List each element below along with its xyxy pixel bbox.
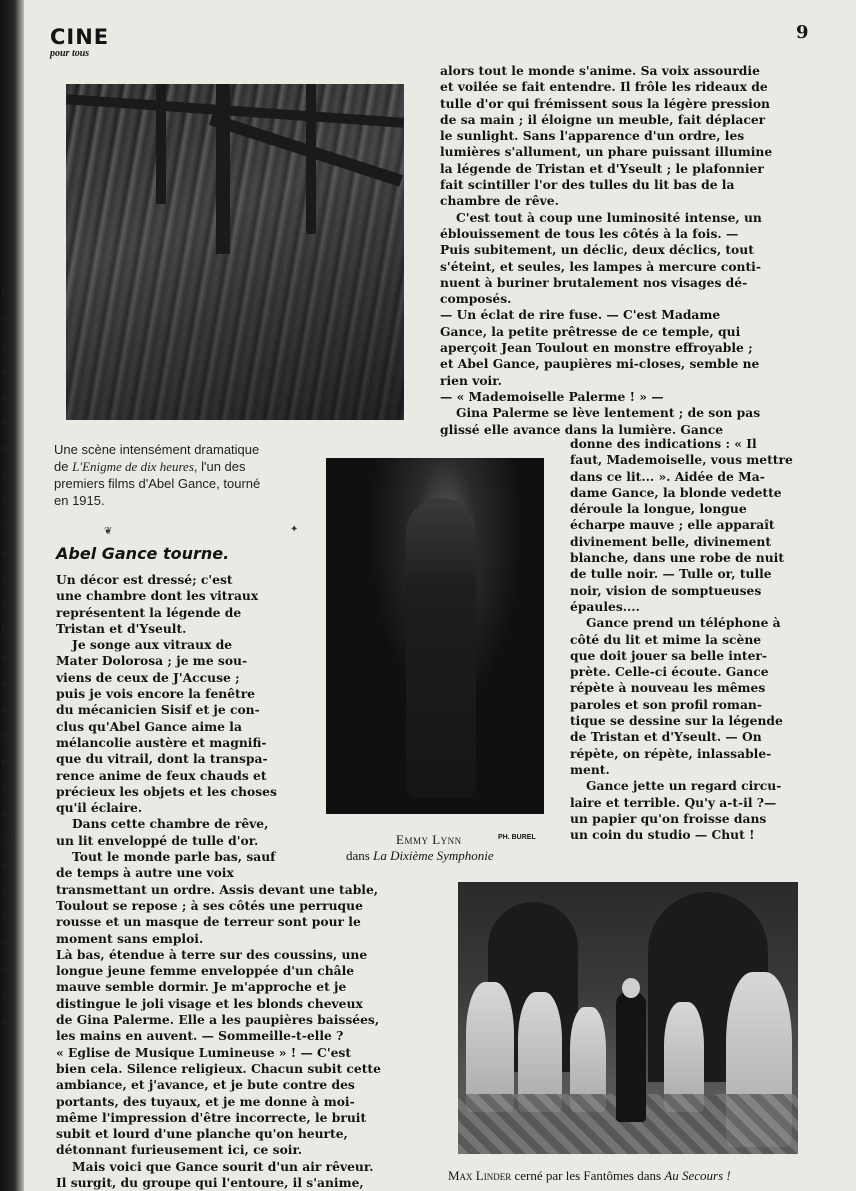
text-line: moment sans emploi.	[56, 930, 204, 946]
text-line: la légende de Tristan et d'Yseult ; le plafonnier	[440, 160, 764, 176]
text-line: dans ce lit... ». Aidée de Ma-	[570, 468, 765, 484]
photo-figure	[616, 992, 646, 1122]
text-line: Gance prend un téléphone à	[586, 615, 781, 631]
text-line: glissé elle avance dans la lumière. Gance	[440, 421, 724, 437]
adjacent-page-margin-text	[2, 280, 20, 1034]
page-number: 9	[796, 22, 809, 43]
text-line: rien voir.	[440, 372, 502, 388]
text-line: Un décor est dressé; c'est	[56, 572, 233, 587]
margin-fragment: n,	[2, 885, 11, 897]
text-line: de Gina Palerme. Elle a les paupières baissées,	[56, 1012, 380, 1028]
text-line: écharpe mauve ; elle apparaît	[570, 517, 775, 533]
text-line: — « Mademoiselle Palerme ! » —	[440, 388, 664, 404]
caption-text: Une scène intensément dramatique	[54, 442, 260, 457]
text-line: et Abel Gance, paupières mi-closes, semble ne	[440, 356, 760, 372]
text-line: répète, on répète, inlassable-	[570, 745, 772, 761]
text-line: Je songe aux vitraux de	[72, 637, 233, 653]
margin-fragment: le	[2, 911, 10, 923]
text-line: viens de ceux de J'Accuse ;	[56, 669, 240, 685]
caption-film-title: L'Enigme de dix heures	[72, 459, 194, 474]
text-line: même l'impression d'être incorrecte, le bruit	[56, 1109, 367, 1125]
text-line: épaules....	[570, 598, 640, 614]
text-line: précieux les objets et les choses	[56, 783, 277, 799]
article-column-right-top	[440, 63, 812, 438]
caption-photo-2-name: Emmy Lynn	[396, 832, 462, 847]
margin-fragment: ur	[2, 807, 12, 819]
caption-photo-1	[54, 441, 304, 509]
text-line: longue jeune femme enveloppée d'un châle	[56, 963, 355, 979]
text-line: distingue le joli visage et les blonds cheveux	[56, 995, 363, 1011]
text-line: — Un éclat de rire fuse. — C'est Madame	[440, 307, 721, 323]
article-heading: Abel Gance tourne.	[56, 544, 230, 563]
margin-fragment: n.	[2, 729, 11, 741]
text-line: noir, vision de somptueuses	[570, 582, 762, 598]
caption-text: dans	[346, 848, 374, 863]
text-line: un lit enveloppé de tulle d'or.	[56, 832, 259, 848]
margin-fragment: li	[2, 625, 9, 637]
photo-detail	[216, 84, 230, 254]
text-line: Gina Palerme se lève lentement ; de son pas	[456, 405, 761, 421]
caption-text: de	[54, 459, 73, 474]
margin-fragment: a	[2, 573, 7, 585]
text-line: de sa main ; il éloigne un meuble, fait déplacer	[440, 111, 766, 127]
text-line: mauve semble dormir. Je m'approche et je	[56, 979, 347, 995]
text-line: Dans cette chambre de rêve,	[72, 816, 269, 832]
text-line: Gance jette un regard circu-	[586, 778, 782, 794]
text-line: Là bas, étendue à terre sur des coussins, une	[56, 946, 368, 962]
caption-film-title: La Dixième Symphonie	[373, 848, 494, 863]
text-line: Gance, la petite prêtresse de ce temple, qui	[440, 323, 741, 339]
text-line: de Tristan et d'Yseult. — On	[570, 729, 762, 745]
text-line: « Eglise de Musique Lumineuse » ! — C'est	[56, 1044, 352, 1060]
margin-fragment: d	[2, 443, 8, 455]
caption-text: cerné par les Fantômes dans	[511, 1168, 665, 1183]
text-line: rousse et un masque de terreur sont pour le	[56, 914, 361, 930]
margin-fragment: es	[2, 651, 12, 663]
photo-max-linder-fantomes	[458, 882, 798, 1154]
text-line: ambiance, et j'avance, et je bute contre des	[56, 1077, 355, 1093]
margin-fragment: ur	[2, 963, 12, 975]
margin-fragment: e	[2, 547, 7, 559]
text-line: prète. Celle-ci écoute. Gance	[570, 664, 769, 680]
ornament: ❦	[104, 526, 113, 537]
text-line: lumières s'allument, un phare puissant illumine	[440, 144, 773, 160]
masthead	[50, 26, 109, 60]
text-line: paroles et son profil roman-	[570, 696, 762, 712]
text-line: donne des indications : « Il	[570, 436, 757, 451]
margin-fragment: s	[2, 521, 7, 533]
margin-fragment: it	[2, 781, 9, 793]
text-line: Mater Dolorosa ; je me sou-	[56, 653, 248, 669]
text-line: Il surgit, du groupe qui l'entoure, il s'anime,	[56, 1174, 364, 1190]
margin-fragment: er	[2, 859, 11, 871]
article-column-right-narrow	[570, 436, 812, 843]
photo-enigme-de-dix-heures	[66, 84, 404, 420]
text-line: s'éteint, et seules, les lampes à mercure conti-	[440, 258, 761, 274]
text-line: ment.	[570, 761, 610, 777]
text-line: composés.	[440, 291, 512, 307]
ornament: ✦	[290, 524, 299, 535]
text-line: tique se dessine sur la légende	[570, 713, 783, 729]
text-line: fait scintiller l'or des tulles du lit bas de la	[440, 177, 735, 193]
text-line: de temps à autre une voix	[56, 865, 234, 881]
photo-credit: PH. BUREL	[498, 834, 536, 841]
text-line: représentent la légende de	[56, 604, 242, 620]
text-line: chambre de rêve.	[440, 193, 559, 209]
text-line: que doit jouer sa belle inter-	[570, 647, 767, 663]
text-line: un papier qu'on froisse dans	[570, 810, 767, 826]
text-line: transmettant un ordre. Assis devant une table,	[56, 881, 379, 897]
text-line: répète à nouveau les mêmes	[570, 680, 766, 696]
text-line: Puis subitement, un déclic, deux déclics, tout	[440, 242, 754, 258]
text-line: mélancolie austère et magnifi-	[56, 734, 267, 750]
margin-fragment: 00	[2, 989, 13, 1001]
caption-text: , l'un des	[193, 459, 246, 474]
text-line: tulle d'or qui frémissent sous la légère pression	[440, 95, 770, 111]
caption-name: Max Linder	[448, 1168, 512, 1183]
text-line: blanche, dans une robe de nuit	[570, 550, 785, 566]
margin-fragment: ne	[2, 1015, 13, 1027]
text-line: détonnant furieusement ici, ce soir.	[56, 1142, 303, 1158]
text-line: un coin du studio — Chut !	[570, 827, 755, 843]
photo-figure	[622, 978, 640, 998]
text-line: C'est tout à coup une luminosité intense, un	[456, 209, 762, 225]
text-line: nuent à buriner brutalement nos visages dé-	[440, 274, 748, 290]
margin-fragment: a	[2, 339, 7, 351]
text-line: subit et lourd d'une planche qu'on heurte,	[56, 1126, 348, 1142]
text-line: Toulout se repose ; à ses côtés une perruque	[56, 897, 363, 913]
text-line: aperçoit Jean Toulout en monstre effroyable ;	[440, 340, 753, 356]
margin-fragment: il	[2, 599, 9, 611]
text-line: divinement belle, divinement	[570, 533, 772, 549]
margin-fragment: e	[2, 313, 7, 325]
margin-fragment: es	[2, 937, 12, 949]
text-line: laire et terrible. Qu'y a-t-il ?—	[570, 794, 777, 810]
text-line: Tout le monde parle bas, sauf	[72, 849, 276, 865]
text-line: clus qu'Abel Gance aime la	[56, 718, 242, 734]
text-line: du mécanicien Sisif et je con-	[56, 702, 260, 718]
text-line: qu'il éclaire.	[56, 800, 143, 816]
text-line: dame Gance, la blonde vedette	[570, 484, 782, 500]
text-line: déroule la longue, longue	[570, 501, 747, 517]
text-line: éblouissement de tous les côtés à la fois. —	[440, 225, 739, 241]
text-line: le sunlight. Sans l'apparence d'un ordre, les	[440, 128, 745, 144]
margin-fragment: is	[2, 755, 10, 767]
masthead-subtitle: pour tous	[50, 48, 90, 59]
caption-photo-3	[448, 1168, 731, 1184]
caption-text: en 1915.	[54, 493, 105, 508]
masthead-title: CINE	[50, 25, 110, 49]
margin-fragment: b	[2, 417, 8, 429]
margin-fragment: e	[2, 365, 7, 377]
text-line: une chambre dont les vitraux	[56, 588, 259, 604]
text-line: Mais voici que Gance sourit d'un air rêveur.	[72, 1158, 374, 1174]
text-line: bien cela. Silence religieux. Chacun subit cette	[56, 1060, 381, 1076]
margin-fragment: à	[2, 495, 7, 507]
margin-fragment: nt	[2, 703, 11, 715]
margin-fragment: ai	[2, 833, 10, 845]
text-line: portants, des tuyaux, et je me donne à moi-	[56, 1093, 355, 1109]
text-line: rence anime de feux chauds et	[56, 767, 267, 783]
text-line: que du vitrail, dont la transpa-	[56, 751, 268, 767]
margin-fragment: es	[2, 677, 12, 689]
photo-detail	[156, 84, 166, 204]
text-line: faut, Mademoiselle, vous mettre	[570, 452, 793, 468]
caption-film-title: Au Secours !	[664, 1168, 731, 1183]
margin-fragment: l	[2, 287, 6, 299]
margin-fragment: n	[2, 391, 8, 403]
text-line: de tulle noir. — Tulle or, tulle	[570, 566, 772, 582]
photo-detail	[466, 982, 514, 1112]
caption-text: premiers films d'Abel Gance, tourné	[54, 476, 261, 491]
margin-fragment: s	[2, 469, 7, 481]
text-line: puis je vois encore la fenêtre	[56, 686, 256, 702]
article-column-left	[56, 572, 438, 1191]
text-line: alors tout le monde s'anime. Sa voix assourdie	[440, 63, 760, 78]
text-line: côté du lit et mime la scène	[570, 631, 762, 647]
text-line: Tristan et d'Yseult.	[56, 620, 187, 636]
text-line: les mains en auvent. — Sommeille-t-elle ?	[56, 1028, 344, 1044]
text-line: et voilée se fait entendre. Il frôle les rideaux de	[440, 79, 768, 95]
